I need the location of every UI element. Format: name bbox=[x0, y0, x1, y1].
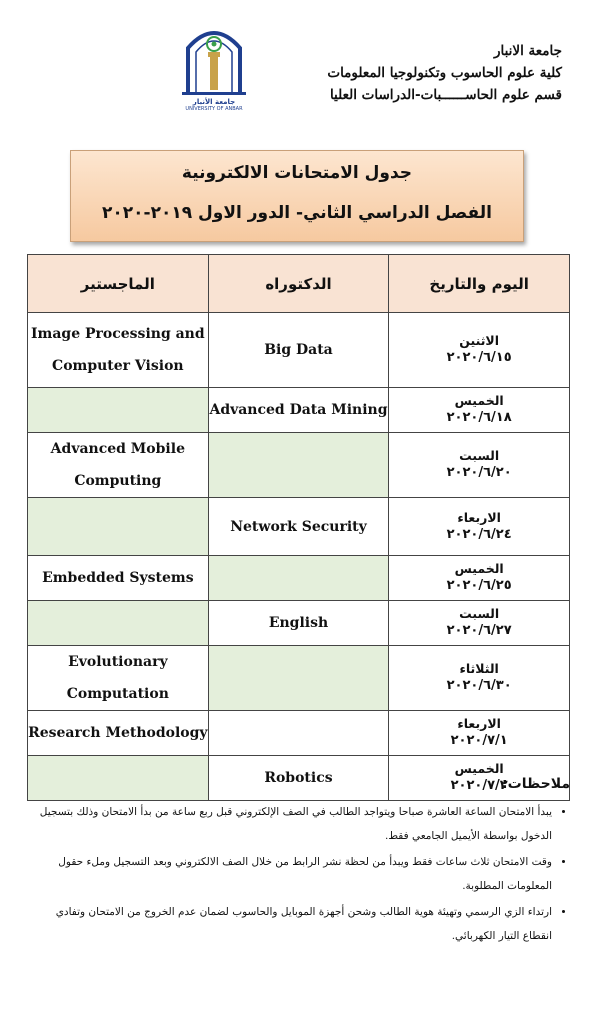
note-item: • وقت الامتحان ثلاث ساعات فقط ويبدأ من لحظة نشر الرابط من خلال الصف الالكتروني وبعد التسجيل وملء حقول المعلومات المطلوبة. bbox=[32, 850, 552, 898]
day-label: الاربعاء bbox=[457, 509, 501, 525]
date-label: ٢٠٢٠/٦/٢٤ bbox=[446, 526, 512, 542]
day-label: السبت bbox=[459, 448, 500, 463]
masters-cell: Advanced Mobile Computing bbox=[28, 433, 209, 498]
day-label: السبت bbox=[459, 606, 500, 621]
phd-cell bbox=[208, 711, 389, 756]
table-row bbox=[28, 556, 570, 601]
date-label: ٢٠٢٠/٧/١ bbox=[450, 733, 508, 748]
table-row bbox=[28, 601, 570, 646]
masters-cell bbox=[28, 756, 209, 801]
phd-cell: Network Security bbox=[208, 498, 389, 556]
title-box bbox=[70, 150, 524, 242]
masters-cell: Research Methodology bbox=[28, 711, 209, 756]
note-item: • ارتداء الزي الرسمي وتهيئة هوية الطالب وشحن أجهزة الموبايل والحاسوب لضمان عدم الخروج من الامتحان وتفادي انقطاع التيار الكهربائي. bbox=[32, 900, 552, 948]
table-row bbox=[28, 498, 570, 556]
phd-cell bbox=[208, 556, 389, 601]
day-label: الثلاثاء bbox=[459, 661, 499, 676]
day-label: الخميس bbox=[454, 561, 504, 576]
phd-cell: Robotics bbox=[208, 756, 389, 801]
masters-cell bbox=[28, 388, 209, 433]
date-label: ٢٠٢٠/٦/٢٧ bbox=[446, 623, 512, 638]
day-label: الخميس bbox=[454, 393, 504, 408]
date-cell bbox=[389, 711, 570, 756]
table-row bbox=[28, 756, 570, 801]
date-label: ٢٠٢٠/٦/١٨ bbox=[446, 410, 512, 425]
logo-arabic-text: جامعة الأنبار bbox=[192, 98, 236, 106]
note-item: • يبدأ الامتحان الساعة العاشرة صباحا ويتواجد الطالب في الصف الإلكتروني قبل ربع ساعة من بدأ الامتحان وذلك بتسجيل الدخول بواسطة الأيميل الجامعي فقط. bbox=[32, 800, 552, 848]
day-label: الاربعاء bbox=[457, 716, 501, 731]
letterhead bbox=[262, 40, 562, 106]
day-label: الاثنين bbox=[459, 333, 500, 348]
day-label: الخميس bbox=[454, 761, 504, 776]
header-masters: الماجستير bbox=[28, 255, 209, 313]
phd-cell: English bbox=[208, 601, 389, 646]
header-date: اليوم والتاريخ bbox=[389, 255, 570, 313]
phd-cell: Advanced Data Mining bbox=[208, 388, 389, 433]
date-cell bbox=[389, 556, 570, 601]
date-cell bbox=[389, 601, 570, 646]
logo-english-text: UNIVERSITY OF ANBAR bbox=[185, 106, 243, 110]
masters-cell: Image Processing and Computer Vision bbox=[28, 313, 209, 388]
university-name: جامعة الانبار bbox=[493, 43, 562, 59]
date-cell bbox=[389, 498, 570, 556]
date-label: ٢٠٢٠/٦/٢٠ bbox=[446, 465, 512, 480]
page-title: جدول الامتحانات الالكترونية bbox=[181, 163, 413, 183]
masters-cell bbox=[28, 498, 209, 556]
table-row bbox=[28, 388, 570, 433]
masters-cell: Evolutionary Computation bbox=[28, 646, 209, 711]
phd-cell bbox=[208, 646, 389, 711]
table-row bbox=[28, 313, 570, 388]
table-header-row bbox=[28, 255, 570, 313]
college-name: كلية علوم الحاسوب وتكنولوجيا المعلومات bbox=[327, 65, 562, 81]
masters-cell: Embedded Systems bbox=[28, 556, 209, 601]
university-logo bbox=[176, 22, 252, 110]
date-label: ٢٠٢٠/٦/٢٥ bbox=[446, 578, 512, 593]
notes-list bbox=[32, 800, 570, 950]
exam-schedule-table bbox=[27, 254, 570, 801]
masters-cell bbox=[28, 601, 209, 646]
page-subtitle: الفصل الدراسي الثاني- الدور الاول ٢٠١٩-٢٠٢٠ bbox=[102, 203, 492, 223]
date-cell bbox=[389, 388, 570, 433]
date-cell bbox=[389, 646, 570, 711]
phd-cell: Big Data bbox=[208, 313, 389, 388]
header-phd: الدكتوراه bbox=[208, 255, 389, 313]
table-row bbox=[28, 646, 570, 711]
date-label: ٢٠٢٠/٦/١٥ bbox=[446, 350, 512, 365]
notes-title: ملاحظات: bbox=[502, 776, 570, 792]
table-row bbox=[28, 711, 570, 756]
date-label: ٢٠٢٠/٧/٢ bbox=[450, 778, 508, 793]
date-cell bbox=[389, 433, 570, 498]
phd-cell bbox=[208, 433, 389, 498]
department-name: قسم علوم الحاســــــبات-الدراسات العليا bbox=[329, 87, 562, 103]
date-label: ٢٠٢٠/٦/٣٠ bbox=[446, 678, 512, 693]
date-cell bbox=[389, 313, 570, 388]
table-row bbox=[28, 433, 570, 498]
